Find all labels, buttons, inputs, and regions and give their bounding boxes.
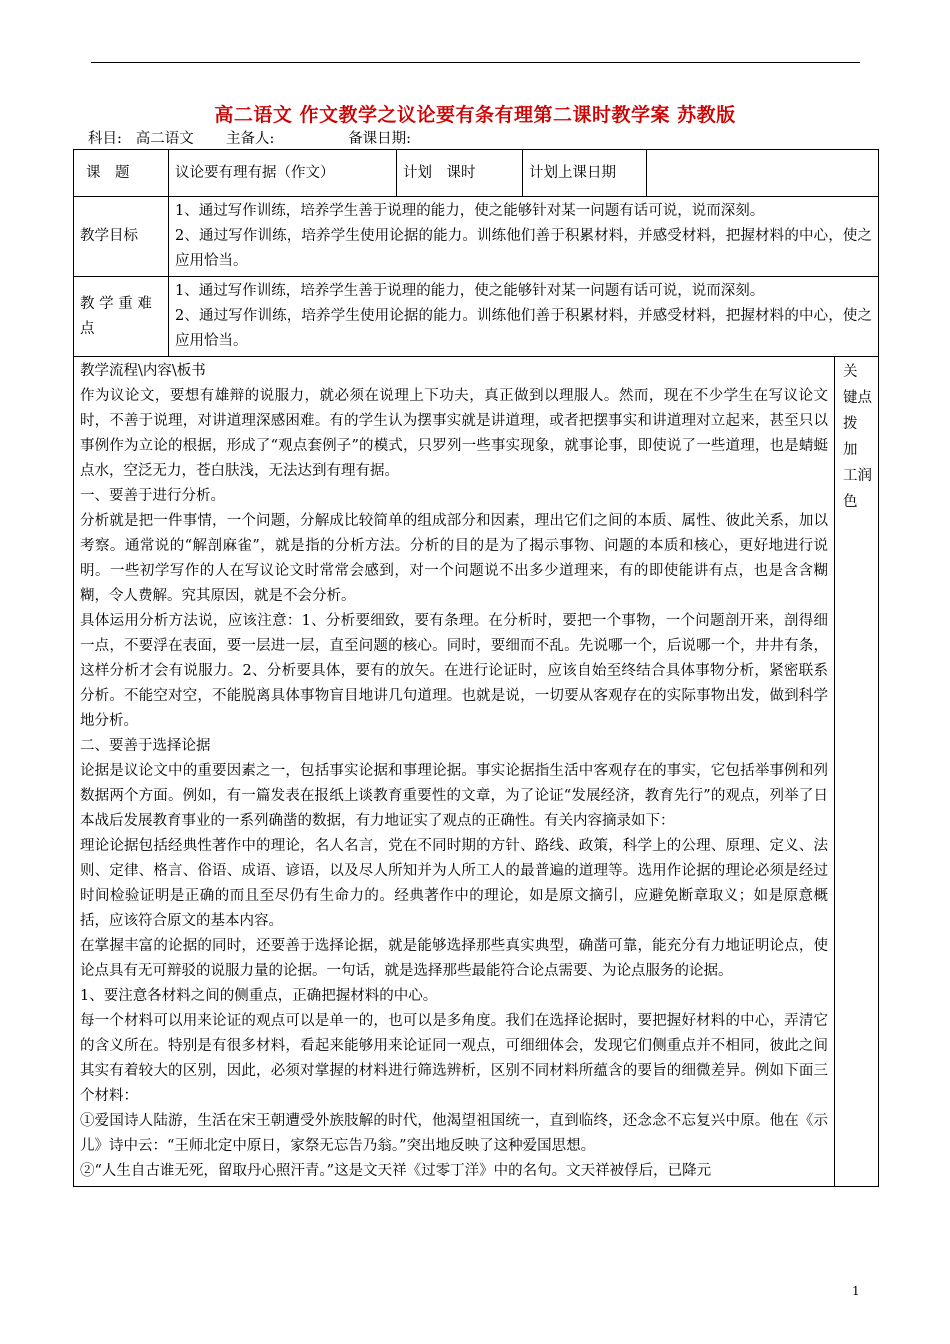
content-paragraph: 在掌握丰富的论据的同时，还要善于选择论据，就是能够选择那些真实典型，确凿可靠，能充分有力地证明论点，使论点具有无可辩驳的说服力量的论据。一句话，就是选择那些最能符合论点需要、为论点服务的论据。 xyxy=(80,938,828,979)
side-note: 关 键点拨 加 工润色 xyxy=(835,357,879,1187)
goals-label: 教学目标 xyxy=(74,197,169,277)
key-point-item: 2、通过写作训练，培养学生使用论据的能力。训练他们善于积累材料，并感受材料，把握材料的中心，使之应用恰当。 xyxy=(175,308,872,349)
content-body xyxy=(74,357,835,1187)
section-heading: 二、要善于选择论据 xyxy=(80,738,211,754)
document-title: 高二语文 作文教学之议论要有条有理第二课时教学案 苏教版 xyxy=(214,104,736,126)
example-item: ①爱国诗人陆游，生活在宋王朝遭受外族肢解的时代，他渴望祖国统一，直到临终，还念念不忘复兴中原。他在《示儿》诗中云：“王师北定中原日，家祭无忘告乃翁。”突出地反映了这种爱国思想。 xyxy=(80,1113,828,1154)
sub-heading: 1、要注意各材料之间的侧重点，正确把握材料的中心。 xyxy=(80,988,438,1004)
topic-row xyxy=(74,150,879,197)
content-paragraph: 理论论据包括经典性著作中的理论，名人名言，党在不同时期的方针、路线、政策，科学上的公理、原理、定义、法则、定律、格言、俗语、成语、谚语，以及尽人所知并为人所工人的最普遍的道理等。选用作论据的理论必须是经过时间检验证明是正确的而且至尽仍有生命力的。经典著作中的理论，如是原文摘引，应避免断章取义；如是原意概括，应该符合原文的基本内容。 xyxy=(80,838,828,929)
preparer-label: 主备人: xyxy=(225,131,275,147)
goals-content xyxy=(169,197,879,277)
subject-value: 高二语文 xyxy=(135,131,194,147)
hours-label: 计划 课时 xyxy=(397,150,523,197)
content-paragraph: 论据是议论文中的重要因素之一，包括事实论据和事理论据。事实论据指生活中客观存在的事实，它包括举事例和列数据两个方面。例如，有一篇发表在报纸上谈教育重要性的文章，为了论证“发展经济，教育先行”的观点，列举了日本战后发展教育事业的一系列确凿的数据，有力地证实了观点的正确性。有关内容摘录如下： xyxy=(80,763,828,829)
page-number: 1 xyxy=(852,1284,860,1298)
section-heading: 一、要善于进行分析。 xyxy=(80,488,225,504)
meta-line xyxy=(88,127,411,148)
subject-label: 科目: xyxy=(88,131,122,147)
topic-label: 课 题 xyxy=(74,150,169,197)
header-rule xyxy=(91,62,860,63)
content-paragraph: 作为议论文，要想有雄辩的说服力，就必须在说理上下功夫，真正做到以理服人。然而，现在不少学生在写议论文时，不善于说理，对讲道理深感困难。有的学生认为摆事实就是讲道理，或者把摆事实和讲道理对立起来，甚至只以事例作为立论的根据，形成了“观点套例子”的模式，只罗列一些事实现象，就事论事，即使说了一些道理，也是蜻蜓点水，空泛无力，苍白肤浅，无法达到有理有据。 xyxy=(80,388,828,479)
content-paragraph: 分析就是把一件事情，一个问题，分解成比较简单的组成部分和因素，理出它们之间的本质、属性、彼此关系，加以考察。通常说的“解剖麻雀”，就是指的分析方法。分析的目的是为了揭示事物、问题的本质和核心，更好地进行说明。一些初学写作的人在写议论文时常常会感到，对一个问题说不出多少道理来，有的即使能讲有点，也是含含糊糊，令人费解。究其原因，就是不会分析。 xyxy=(80,513,828,604)
topic-value: 议论要有理有据（作文） xyxy=(169,150,397,197)
goal-item: 1、通过写作训练，培养学生善于说理的能力，使之能够针对某一问题有话可说，说而深刻。 xyxy=(175,203,765,219)
class-date-value xyxy=(647,150,879,197)
content-paragraph: 具体运用分析方法说，应该注意：1、分析要细致，要有条理。在分析时，要把一个事物，一个问题剖开来，剖得细一点，不要浮在表面，要一层进一层，直至问题的核心。同时，要细而不乱。先说哪一个，后说哪一个，井井有条，这样分析才会有说服力。2、分析要具体，要有的放矢。在进行论证时，应该自始至终结合具体事物分析，紧密联系分析。不能空对空，不能脱离具体事物盲目地讲几句道理。也就是说，一切要从客观存在的实际事物出发，做到科学地分析。 xyxy=(80,613,828,729)
date-label: 备课日期: xyxy=(348,131,412,147)
lesson-plan-table xyxy=(73,149,879,1187)
key-points-label: 教 学 重 难 点 xyxy=(74,277,169,357)
key-point-item: 1、通过写作训练，培养学生善于说理的能力，使之能够针对某一问题有话可说，说而深刻。 xyxy=(175,283,765,299)
goal-item: 2、通过写作训练，培养学生使用论据的能力。训练他们善于积累材料，并感受材料，把握材料的中心，使之应用恰当。 xyxy=(175,228,872,269)
content-row xyxy=(74,357,879,1187)
example-item: ②“人生自古谁无死，留取丹心照汗青。”这是文天祥《过零丁洋》中的名句。文天祥被俘后，已降元 xyxy=(80,1163,712,1179)
key-points-row xyxy=(74,277,879,357)
key-points-content xyxy=(169,277,879,357)
content-paragraph: 每一个材料可以用来论证的观点可以是单一的，也可以是多角度。我们在选择论据时，要把握好材料的中心，弄清它的含义所在。特别是有很多材料，看起来能够用来论证同一观点，可细细体会，发现它们侧重点并不相同，彼此之间其实有着较大的区别，因此，必须对掌握的材料进行筛选辨析，区别不同材料所蕴含的要旨的细微差异。例如下面三个材料： xyxy=(80,1013,828,1104)
content-heading: 教学流程\内容\板书 xyxy=(80,363,206,379)
goals-row xyxy=(74,197,879,277)
class-date-label: 计划上课日期 xyxy=(523,150,647,197)
